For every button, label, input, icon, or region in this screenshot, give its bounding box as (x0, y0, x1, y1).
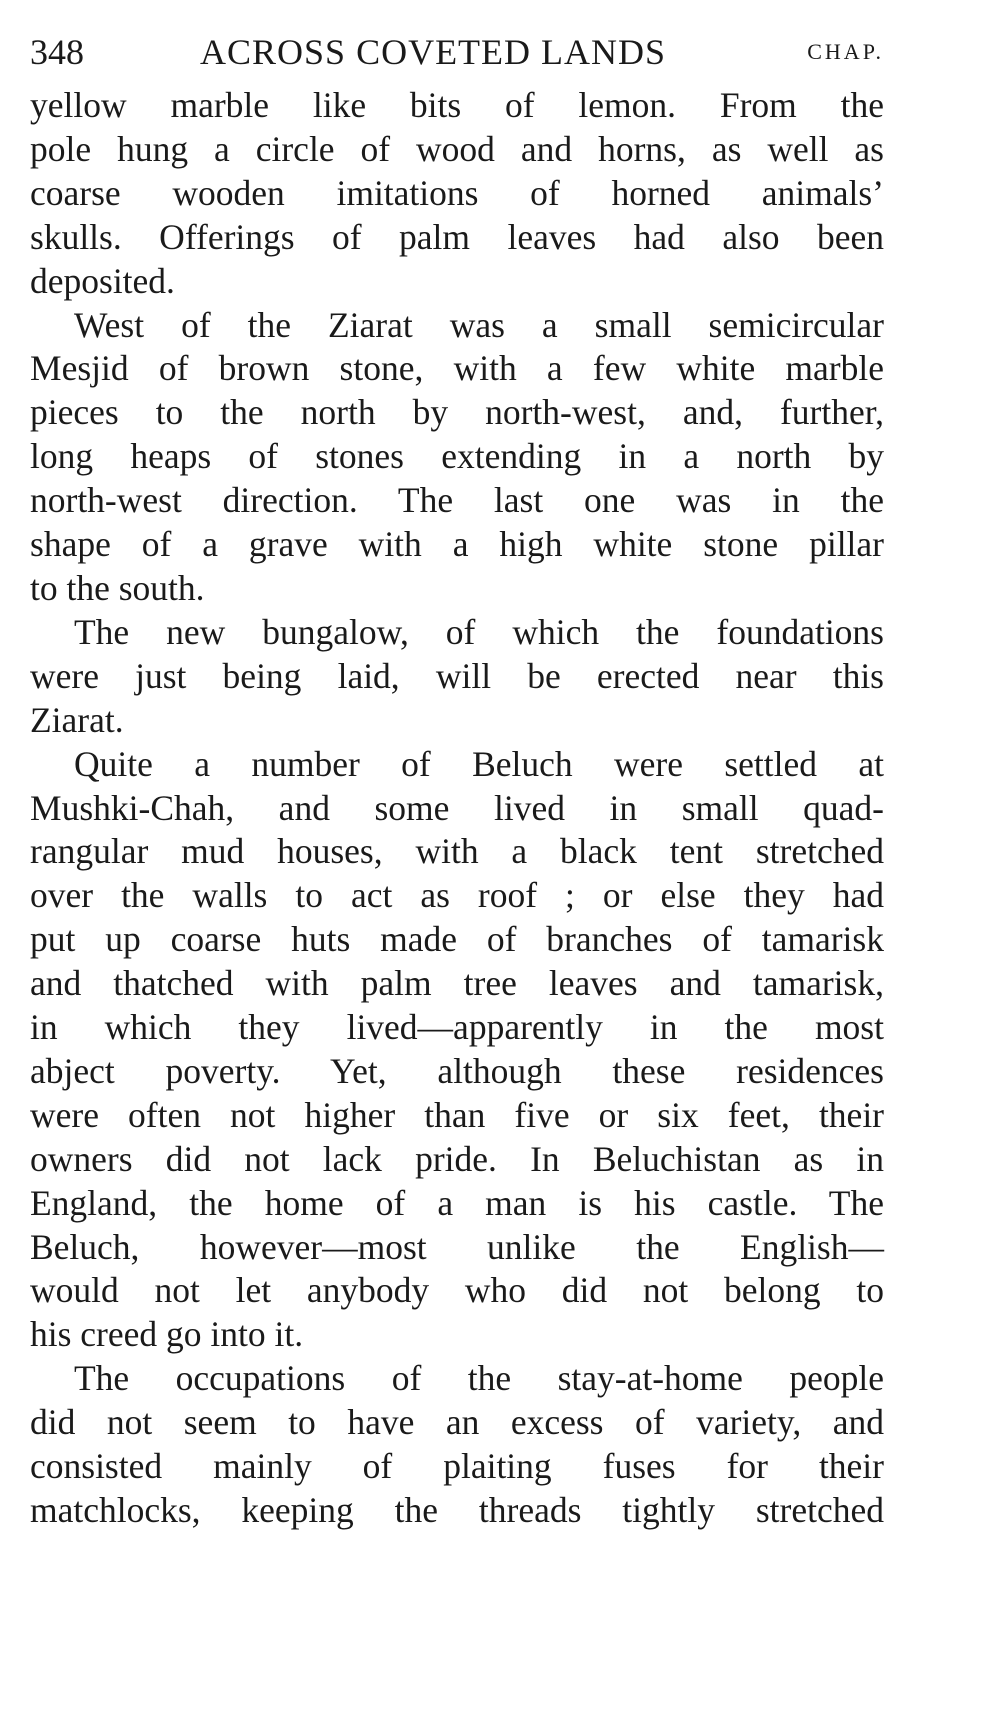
text-line: pieces to the north by north-west, and, further, (30, 392, 884, 433)
text-line: consisted mainly of plaiting fuses for their (30, 1446, 884, 1487)
running-header (30, 20, 884, 84)
body-text (30, 84, 884, 1533)
text-line: abject poverty. Yet, although these residences (30, 1050, 884, 1091)
paragraph-3 (30, 611, 884, 743)
text-line: over the walls to act as roof ; or else they had (30, 875, 884, 916)
text-line: skulls. Offerings of palm leaves had also been (30, 216, 884, 257)
text-line: yellow marble like bits of lemon. From the (30, 85, 884, 125)
text-line: Beluch, however—most unlike the English— (30, 1226, 884, 1267)
text-line: long heaps of stones extending in a north by (30, 436, 884, 477)
text-line: pole hung a circle of wood and horns, as well as (30, 128, 884, 169)
text-line: Quite a number of Beluch were settled at (74, 743, 884, 784)
text-line: put up coarse huts made of branches of tamarisk (30, 919, 884, 960)
text-line: Mesjid of brown stone, with a few white marble (30, 348, 884, 389)
text-line: did not seem to have an excess of variety, and (30, 1402, 884, 1443)
text-line: would not let anybody who did not belong to (30, 1270, 884, 1311)
page-number: 348 (30, 32, 84, 72)
text-line: owners did not lack pride. In Beluchistan as in (30, 1138, 884, 1179)
book-page (30, 20, 884, 1700)
text-line: The new bungalow, of which the foundations (74, 611, 884, 652)
text-line: were often not higher than five or six feet, their (30, 1094, 884, 1135)
text-line: Mushki-Chah, and some lived in small quad- (30, 787, 884, 828)
text-line: deposited. (30, 260, 175, 301)
text-line: in which they lived—apparently in the most (30, 1007, 884, 1048)
text-line: West of the Ziarat was a small semicircular (74, 304, 884, 345)
paragraph-2 (30, 304, 884, 611)
text-line: rangular mud houses, with a black tent stretched (30, 831, 884, 872)
paragraph-5 (30, 1357, 884, 1533)
text-line: and thatched with palm tree leaves and tamarisk, (30, 963, 884, 1004)
paragraph-1 (30, 84, 884, 304)
text-line: matchlocks, keeping the threads tightly stretched (30, 1490, 884, 1530)
text-line: were just being laid, will be erected near this (30, 655, 884, 696)
text-line: north-west direction. The last one was in the (30, 480, 884, 521)
text-line: Ziarat. (30, 699, 124, 740)
running-title: ACROSS COVETED LANDS (200, 32, 667, 72)
chapter-label: CHAP. (807, 39, 884, 64)
text-line: his creed go into it. (30, 1314, 304, 1355)
text-line: England, the home of a man is his castle. The (30, 1182, 884, 1223)
paragraph-4 (30, 743, 884, 1358)
text-line: shape of a grave with a high white stone pillar (30, 524, 884, 565)
text-line: to the south. (30, 567, 205, 608)
text-line: coarse wooden imitations of horned animals’ (30, 172, 884, 213)
text-line: The occupations of the stay-at-home people (74, 1358, 884, 1399)
